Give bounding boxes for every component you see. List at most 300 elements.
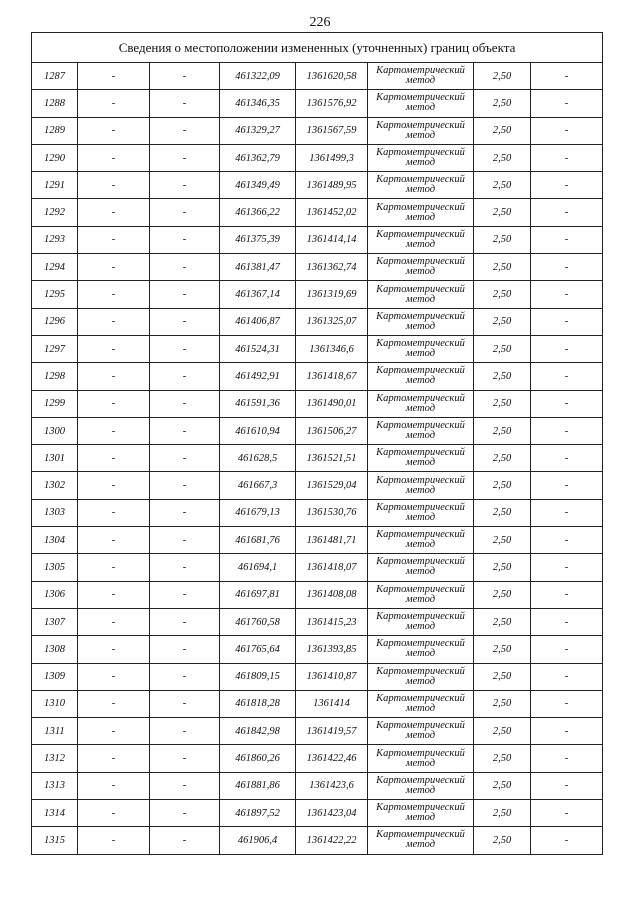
empty-x-cell: - — [78, 445, 150, 472]
accuracy-cell: 2,50 — [474, 800, 531, 827]
method-line1: Картометрический — [376, 310, 465, 322]
point-number-cell: 1315 — [32, 827, 78, 854]
accuracy-cell: 2,50 — [474, 144, 531, 171]
point-number-cell: 1299 — [32, 390, 78, 417]
table-body — [32, 63, 603, 855]
table-row — [32, 144, 603, 171]
empty-y-cell: - — [150, 554, 220, 581]
method-line1: Картометрический — [376, 747, 465, 759]
empty-y-cell: - — [150, 636, 220, 663]
accuracy-cell: 2,50 — [474, 581, 531, 608]
method-line1: Картометрический — [376, 338, 465, 350]
coord-x-cell: 461842,98 — [220, 718, 296, 745]
point-number-cell: 1294 — [32, 254, 78, 281]
coord-y-cell: 1361489,95 — [296, 172, 368, 199]
empty-x-cell: - — [78, 144, 150, 171]
empty-y-cell: - — [150, 363, 220, 390]
method-line2: метод — [405, 730, 436, 742]
empty-x-cell: - — [78, 390, 150, 417]
point-number-cell: 1303 — [32, 499, 78, 526]
description-cell: - — [531, 527, 603, 554]
method-cell — [368, 745, 474, 772]
method-line1: Картометрический — [376, 720, 465, 732]
empty-x-cell: - — [78, 718, 150, 745]
point-number-cell: 1307 — [32, 608, 78, 635]
point-number-cell: 1291 — [32, 172, 78, 199]
table-row — [32, 90, 603, 117]
method-line2: метод — [405, 129, 436, 141]
description-cell: - — [531, 690, 603, 717]
coord-y-cell: 1361346,6 — [296, 335, 368, 362]
empty-y-cell: - — [150, 63, 220, 90]
description-cell: - — [531, 499, 603, 526]
description-cell: - — [531, 772, 603, 799]
empty-y-cell: - — [150, 390, 220, 417]
method-cell — [368, 390, 474, 417]
method-line2: метод — [405, 812, 436, 824]
coord-y-cell: 1361419,57 — [296, 718, 368, 745]
method-line2: метод — [405, 211, 436, 223]
point-number-cell: 1298 — [32, 363, 78, 390]
accuracy-cell: 2,50 — [474, 772, 531, 799]
accuracy-cell: 2,50 — [474, 90, 531, 117]
table-row — [32, 199, 603, 226]
description-cell: - — [531, 800, 603, 827]
method-line1: Картометрический — [376, 174, 465, 186]
empty-y-cell: - — [150, 527, 220, 554]
accuracy-cell: 2,50 — [474, 499, 531, 526]
point-number-cell: 1302 — [32, 472, 78, 499]
empty-y-cell: - — [150, 172, 220, 199]
coord-x-cell: 461591,36 — [220, 390, 296, 417]
accuracy-cell: 2,50 — [474, 390, 531, 417]
method-line1: Картометрический — [376, 829, 465, 841]
coord-y-cell: 1361393,85 — [296, 636, 368, 663]
table-row — [32, 254, 603, 281]
empty-y-cell: - — [150, 745, 220, 772]
coord-y-cell: 1361490,01 — [296, 390, 368, 417]
coord-y-cell: 1361422,22 — [296, 827, 368, 854]
table-row — [32, 527, 603, 554]
empty-x-cell: - — [78, 117, 150, 144]
table-row — [32, 472, 603, 499]
accuracy-cell: 2,50 — [474, 417, 531, 444]
method-line1: Картометрический — [376, 392, 465, 404]
method-cell — [368, 827, 474, 854]
method-line1: Картометрический — [376, 147, 465, 159]
description-cell: - — [531, 63, 603, 90]
method-line1: Картометрический — [376, 201, 465, 213]
method-line1: Картометрический — [376, 611, 465, 623]
coord-y-cell: 1361325,07 — [296, 308, 368, 335]
empty-y-cell: - — [150, 226, 220, 253]
point-number-cell: 1287 — [32, 63, 78, 90]
point-number-cell: 1295 — [32, 281, 78, 308]
table-row — [32, 636, 603, 663]
table-row — [32, 226, 603, 253]
accuracy-cell: 2,50 — [474, 281, 531, 308]
coord-x-cell: 461860,26 — [220, 745, 296, 772]
coord-y-cell: 1361567,59 — [296, 117, 368, 144]
method-line2: метод — [405, 157, 436, 169]
coord-x-cell: 461346,35 — [220, 90, 296, 117]
empty-y-cell: - — [150, 663, 220, 690]
accuracy-cell: 2,50 — [474, 472, 531, 499]
coord-y-cell: 1361499,3 — [296, 144, 368, 171]
coord-x-cell: 461760,58 — [220, 608, 296, 635]
coord-x-cell: 461362,79 — [220, 144, 296, 171]
empty-x-cell: - — [78, 363, 150, 390]
method-line1: Картометрический — [376, 474, 465, 486]
empty-x-cell: - — [78, 527, 150, 554]
empty-x-cell: - — [78, 63, 150, 90]
coord-x-cell: 461322,09 — [220, 63, 296, 90]
coord-y-cell: 1361481,71 — [296, 527, 368, 554]
coord-x-cell: 461349,49 — [220, 172, 296, 199]
coord-x-cell: 461765,64 — [220, 636, 296, 663]
point-number-cell: 1309 — [32, 663, 78, 690]
accuracy-cell: 2,50 — [474, 363, 531, 390]
empty-y-cell: - — [150, 308, 220, 335]
coord-x-cell: 461367,14 — [220, 281, 296, 308]
accuracy-cell: 2,50 — [474, 718, 531, 745]
empty-y-cell: - — [150, 690, 220, 717]
method-cell — [368, 117, 474, 144]
coord-x-cell: 461809,15 — [220, 663, 296, 690]
empty-y-cell: - — [150, 827, 220, 854]
description-cell: - — [531, 472, 603, 499]
empty-x-cell: - — [78, 308, 150, 335]
method-cell — [368, 527, 474, 554]
method-cell — [368, 445, 474, 472]
accuracy-cell: 2,50 — [474, 199, 531, 226]
empty-y-cell: - — [150, 800, 220, 827]
method-cell — [368, 499, 474, 526]
empty-y-cell: - — [150, 90, 220, 117]
coord-y-cell: 1361410,87 — [296, 663, 368, 690]
coord-x-cell: 461681,76 — [220, 527, 296, 554]
method-line1: Картометрический — [376, 92, 465, 104]
coord-x-cell: 461375,39 — [220, 226, 296, 253]
coord-x-cell: 461694,1 — [220, 554, 296, 581]
table-row — [32, 499, 603, 526]
empty-y-cell: - — [150, 499, 220, 526]
method-cell — [368, 226, 474, 253]
table-title-row — [32, 33, 603, 63]
method-line2: метод — [405, 757, 436, 769]
coord-y-cell: 1361506,27 — [296, 417, 368, 444]
empty-x-cell: - — [78, 636, 150, 663]
description-cell: - — [531, 281, 603, 308]
point-number-cell: 1288 — [32, 90, 78, 117]
description-cell: - — [531, 335, 603, 362]
point-number-cell: 1300 — [32, 417, 78, 444]
empty-x-cell: - — [78, 90, 150, 117]
table-row — [32, 63, 603, 90]
method-line1: Картометрический — [376, 447, 465, 459]
point-number-cell: 1297 — [32, 335, 78, 362]
description-cell: - — [531, 636, 603, 663]
coord-y-cell: 1361620,58 — [296, 63, 368, 90]
empty-x-cell: - — [78, 745, 150, 772]
description-cell: - — [531, 226, 603, 253]
table-row — [32, 581, 603, 608]
method-line2: метод — [405, 621, 436, 633]
point-number-cell: 1304 — [32, 527, 78, 554]
method-line1: Картометрический — [376, 638, 465, 650]
method-cell — [368, 199, 474, 226]
accuracy-cell: 2,50 — [474, 254, 531, 281]
point-number-cell: 1314 — [32, 800, 78, 827]
method-cell — [368, 417, 474, 444]
description-cell: - — [531, 144, 603, 171]
coord-y-cell: 1361408,08 — [296, 581, 368, 608]
method-line1: Картометрический — [376, 256, 465, 268]
coord-y-cell: 1361422,46 — [296, 745, 368, 772]
method-line1: Картометрический — [376, 583, 465, 595]
point-number-cell: 1312 — [32, 745, 78, 772]
table-title: Сведения о местоположении измененных (уточненных) границ объекта — [32, 33, 603, 63]
method-line1: Картометрический — [376, 283, 465, 295]
accuracy-cell: 2,50 — [474, 745, 531, 772]
table-row — [32, 417, 603, 444]
method-cell — [368, 581, 474, 608]
description-cell: - — [531, 308, 603, 335]
method-cell — [368, 90, 474, 117]
accuracy-cell: 2,50 — [474, 663, 531, 690]
empty-x-cell: - — [78, 417, 150, 444]
table-row — [32, 827, 603, 854]
table-row — [32, 117, 603, 144]
empty-x-cell: - — [78, 581, 150, 608]
empty-x-cell: - — [78, 690, 150, 717]
method-line2: метод — [405, 784, 436, 796]
point-number-cell: 1293 — [32, 226, 78, 253]
description-cell: - — [531, 745, 603, 772]
point-number-cell: 1305 — [32, 554, 78, 581]
coordinates-table — [31, 32, 603, 855]
accuracy-cell: 2,50 — [474, 63, 531, 90]
point-number-cell: 1310 — [32, 690, 78, 717]
coord-x-cell: 461881,86 — [220, 772, 296, 799]
description-cell: - — [531, 390, 603, 417]
method-line2: метод — [405, 511, 436, 523]
accuracy-cell: 2,50 — [474, 172, 531, 199]
point-number-cell: 1311 — [32, 718, 78, 745]
method-line1: Картометрический — [376, 774, 465, 786]
description-cell: - — [531, 172, 603, 199]
coord-x-cell: 461897,52 — [220, 800, 296, 827]
coord-x-cell: 461329,27 — [220, 117, 296, 144]
coord-y-cell: 1361362,74 — [296, 254, 368, 281]
coord-y-cell: 1361576,92 — [296, 90, 368, 117]
empty-x-cell: - — [78, 281, 150, 308]
table-row — [32, 800, 603, 827]
accuracy-cell: 2,50 — [474, 827, 531, 854]
method-cell — [368, 281, 474, 308]
coord-x-cell: 461628,5 — [220, 445, 296, 472]
point-number-cell: 1289 — [32, 117, 78, 144]
empty-x-cell: - — [78, 772, 150, 799]
accuracy-cell: 2,50 — [474, 636, 531, 663]
empty-x-cell: - — [78, 800, 150, 827]
point-number-cell: 1313 — [32, 772, 78, 799]
coord-x-cell: 461818,28 — [220, 690, 296, 717]
method-line1: Картометрический — [376, 556, 465, 568]
method-line2: метод — [405, 102, 436, 114]
method-line2: метод — [405, 539, 436, 551]
method-line1: Картометрический — [376, 529, 465, 541]
method-line1: Картометрический — [376, 692, 465, 704]
description-cell: - — [531, 254, 603, 281]
table-row — [32, 554, 603, 581]
method-cell — [368, 772, 474, 799]
description-cell: - — [531, 417, 603, 444]
description-cell: - — [531, 117, 603, 144]
method-line2: метод — [405, 566, 436, 578]
table-row — [32, 772, 603, 799]
accuracy-cell: 2,50 — [474, 527, 531, 554]
coord-y-cell: 1361418,67 — [296, 363, 368, 390]
point-number-cell: 1292 — [32, 199, 78, 226]
coord-x-cell: 461906,4 — [220, 827, 296, 854]
coord-y-cell: 1361423,6 — [296, 772, 368, 799]
coord-y-cell: 1361530,76 — [296, 499, 368, 526]
table-row — [32, 172, 603, 199]
coord-x-cell: 461406,87 — [220, 308, 296, 335]
method-line2: метод — [405, 402, 436, 414]
method-line2: метод — [405, 238, 436, 250]
empty-y-cell: - — [150, 772, 220, 799]
description-cell: - — [531, 581, 603, 608]
coord-x-cell: 461667,3 — [220, 472, 296, 499]
method-cell — [368, 335, 474, 362]
accuracy-cell: 2,50 — [474, 554, 531, 581]
method-line1: Картометрический — [376, 365, 465, 377]
method-cell — [368, 554, 474, 581]
accuracy-cell: 2,50 — [474, 226, 531, 253]
method-line2: метод — [405, 593, 436, 605]
method-line2: метод — [405, 75, 436, 87]
method-cell — [368, 663, 474, 690]
description-cell: - — [531, 363, 603, 390]
method-cell — [368, 636, 474, 663]
method-line2: метод — [405, 430, 436, 441]
coord-y-cell: 1361414 — [296, 690, 368, 717]
coord-x-cell: 461381,47 — [220, 254, 296, 281]
empty-y-cell: - — [150, 254, 220, 281]
empty-y-cell: - — [150, 144, 220, 171]
table-row — [32, 608, 603, 635]
method-cell — [368, 718, 474, 745]
method-line2: метод — [405, 184, 436, 196]
coord-y-cell: 1361452,02 — [296, 199, 368, 226]
table-row — [32, 663, 603, 690]
method-cell — [368, 800, 474, 827]
accuracy-cell: 2,50 — [474, 117, 531, 144]
coord-y-cell: 1361529,04 — [296, 472, 368, 499]
method-line1: Картометрический — [376, 802, 465, 814]
table-row — [32, 718, 603, 745]
table-row — [32, 690, 603, 717]
method-line1: Картометрический — [376, 420, 465, 431]
empty-x-cell: - — [78, 226, 150, 253]
empty-x-cell: - — [78, 472, 150, 499]
method-line1: Картометрический — [376, 665, 465, 677]
accuracy-cell: 2,50 — [474, 608, 531, 635]
table-row — [32, 308, 603, 335]
method-line1: Картометрический — [376, 501, 465, 513]
method-line2: метод — [405, 348, 436, 360]
method-line2: метод — [405, 293, 436, 305]
method-cell — [368, 254, 474, 281]
method-line2: метод — [405, 320, 436, 332]
method-cell — [368, 308, 474, 335]
empty-y-cell: - — [150, 472, 220, 499]
coord-x-cell: 461610,94 — [220, 417, 296, 444]
empty-x-cell: - — [78, 499, 150, 526]
page-number: 226 — [309, 15, 331, 30]
accuracy-cell: 2,50 — [474, 335, 531, 362]
table-row — [32, 390, 603, 417]
description-cell: - — [531, 445, 603, 472]
method-line1: Картометрический — [376, 228, 465, 240]
coord-x-cell: 461697,81 — [220, 581, 296, 608]
empty-x-cell: - — [78, 254, 150, 281]
description-cell: - — [531, 199, 603, 226]
empty-y-cell: - — [150, 335, 220, 362]
method-cell — [368, 63, 474, 90]
table-row — [32, 281, 603, 308]
empty-y-cell: - — [150, 417, 220, 444]
method-line2: метод — [405, 266, 436, 278]
method-line1: Картометрический — [376, 119, 465, 131]
method-line2: метод — [405, 648, 436, 660]
coord-y-cell: 1361521,51 — [296, 445, 368, 472]
method-line2: метод — [405, 457, 436, 469]
point-number-cell: 1290 — [32, 144, 78, 171]
coord-x-cell: 461524,31 — [220, 335, 296, 362]
table-row — [32, 745, 603, 772]
empty-x-cell: - — [78, 608, 150, 635]
empty-x-cell: - — [78, 335, 150, 362]
point-number-cell: 1308 — [32, 636, 78, 663]
description-cell: - — [531, 718, 603, 745]
empty-y-cell: - — [150, 581, 220, 608]
method-line2: метод — [405, 702, 436, 714]
method-cell — [368, 690, 474, 717]
method-line2: метод — [405, 484, 436, 496]
empty-x-cell: - — [78, 827, 150, 854]
method-line2: метод — [405, 839, 436, 851]
empty-y-cell: - — [150, 608, 220, 635]
description-cell: - — [531, 608, 603, 635]
description-cell: - — [531, 663, 603, 690]
method-cell — [368, 363, 474, 390]
coord-x-cell: 461366,22 — [220, 199, 296, 226]
description-cell: - — [531, 827, 603, 854]
accuracy-cell: 2,50 — [474, 445, 531, 472]
method-line1: Картометрический — [376, 65, 465, 77]
coord-y-cell: 1361415,23 — [296, 608, 368, 635]
empty-y-cell: - — [150, 445, 220, 472]
empty-y-cell: - — [150, 718, 220, 745]
coord-x-cell: 461492,91 — [220, 363, 296, 390]
accuracy-cell: 2,50 — [474, 690, 531, 717]
empty-x-cell: - — [78, 663, 150, 690]
coord-y-cell: 1361319,69 — [296, 281, 368, 308]
empty-x-cell: - — [78, 199, 150, 226]
